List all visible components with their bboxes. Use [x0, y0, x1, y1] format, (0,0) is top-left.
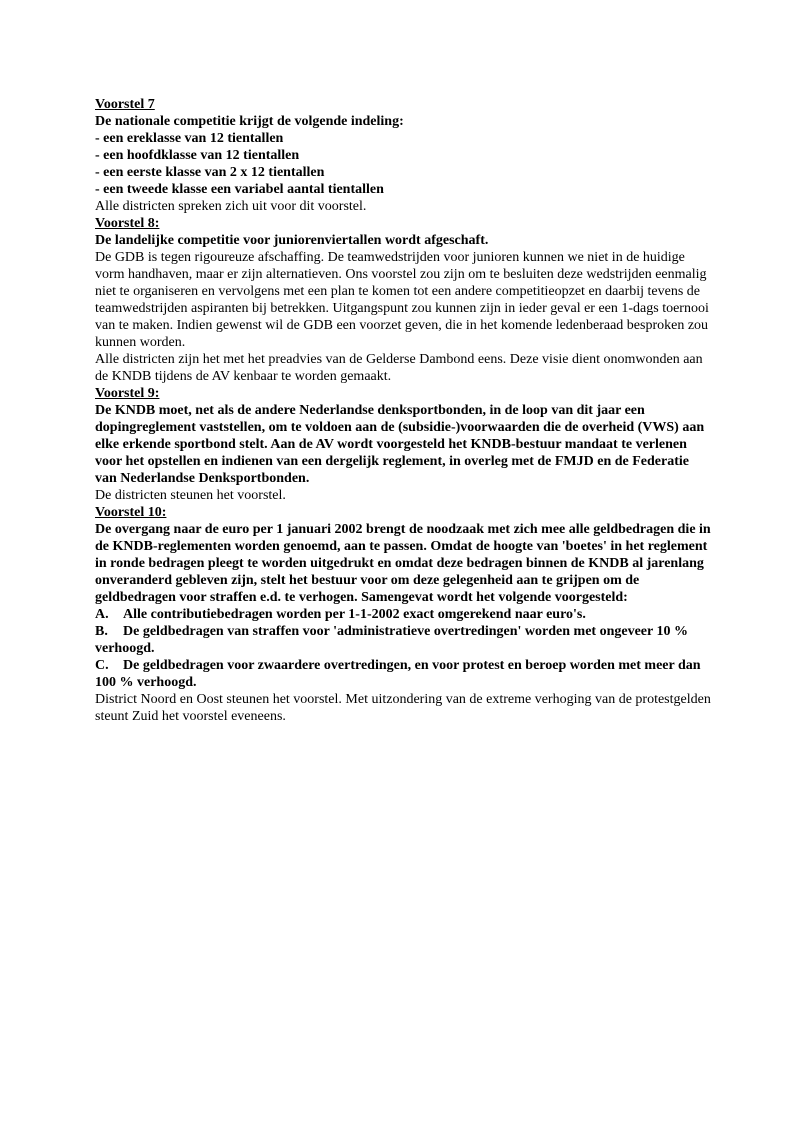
section-heading: Voorstel 8: [95, 216, 160, 231]
proposal-text: De KNDB moet, net als de andere Nederlandse denksportbonden, in de loop van dit jaar een dopingreglement vaststellen, om te voldoen aan de (subsidie-)voorwaarden die de overheid (VWS) aan elke erkende sportbond stelt. Aan de AV wordt voorgesteld het KNDB-bestuur mandaat te verlenen voor het opstellen en indienen van een dergelijk reglement, in overleg met de FMJD en de Federatie van Nederlandse Denksportbonden. [95, 403, 705, 486]
proposal-bullet-line: - een tweede klasse een variabel aantal tientallen [95, 182, 384, 197]
section-heading-row [95, 504, 712, 521]
proposal-item [95, 606, 712, 623]
proposal-bullet-line: - een eerste klasse van 2 x 12 tientallen [95, 165, 325, 180]
item-text: De geldbedragen voor zwaardere overtredingen, en voor protest en beroep worden met meer dan 100 % verhoogd. [95, 658, 701, 690]
section-heading: Voorstel 10: [95, 505, 167, 520]
advice-paragraph: De GDB is tegen rigoureuze afschaffing. De teamwedstrijden voor junioren kunnen we niet in de huidige vorm handhaven, maar er zijn alternatieven. Ons voorstel zou zijn om te besluiten deze wedstrijden eenmalig niet te organiseren en vervolgens met een plan te komen tot een andere competitieopzet en daarbij tevens de teamwedstrijden aspiranten bij betrekken. Uitgangspunt zou kunnen zijn in ieder geval er een 1-dags toernooi van te maken. Indien gewenst wil de GDB een voorzet geven, die in het komende ledenberaad besproken zou kunnen worden. [95, 250, 709, 350]
proposal-item [95, 657, 712, 691]
item-text: De geldbedragen van straffen voor 'administratieve overtredingen' worden met ongeveer 10 % verhoogd. [95, 624, 688, 656]
district-response-paragraph: Alle districten zijn het met het preadvies van de Gelderse Dambond eens. Deze visie dient onomwonden aan de KNDB tijdens de AV kenbaar te worden gemaakt. [95, 352, 703, 384]
item-letter: B. [95, 624, 108, 639]
section-heading-row [95, 385, 712, 402]
section-voorstel-10 [95, 504, 712, 725]
section-heading: Voorstel 7 [95, 97, 155, 112]
district-response-paragraph: Alle districten spreken zich uit voor dit voorstel. [95, 199, 367, 214]
proposal-bullet-line: - een ereklasse van 12 tientallen [95, 131, 284, 146]
item-text: Alle contributiebedragen worden per 1-1-2002 exact omgerekend naar euro's. [123, 607, 586, 622]
section-heading: Voorstel 9: [95, 386, 160, 401]
item-letter: C. [95, 658, 109, 673]
section-heading-row [95, 96, 712, 113]
section-voorstel-9 [95, 385, 712, 504]
proposal-item-list [95, 606, 712, 691]
proposal-text: De landelijke competitie voor juniorenviertallen wordt afgeschaft. [95, 233, 489, 248]
proposal-bullet-line: - een hoofdklasse van 12 tientallen [95, 148, 300, 163]
section-voorstel-8 [95, 215, 712, 385]
proposal-text [95, 113, 712, 198]
proposal-item [95, 623, 712, 657]
proposal-text: De overgang naar de euro per 1 januari 2002 brengt de noodzaak met zich mee alle geldbedragen die in de KNDB-reglementen worden genoemd, aan te passen. Omdat de hoogte van 'boetes' in het reglement in ronde bedragen pleegt te worden uitgedrukt en omdat deze bedragen binnen de KNDB al jarenlang onveranderd gebleven zijn, stelt het bestuur voor om deze gelegenheid aan te grijpen om de geldbedragen voor straffen e.d. te verhogen. Samengevat wordt het volgende voorgesteld: [95, 522, 711, 605]
section-voorstel-7 [95, 96, 712, 215]
district-response-paragraph: District Noord en Oost steunen het voorstel. Met uitzondering van de extreme verhoging van de protestgelden steunt Zuid het voorstel eveneens. [95, 692, 711, 724]
district-response-paragraph: De districten steunen het voorstel. [95, 488, 286, 503]
section-heading-row [95, 215, 712, 232]
proposal-intro-line: De nationale competitie krijgt de volgende indeling: [95, 114, 404, 129]
item-letter: A. [95, 607, 109, 622]
